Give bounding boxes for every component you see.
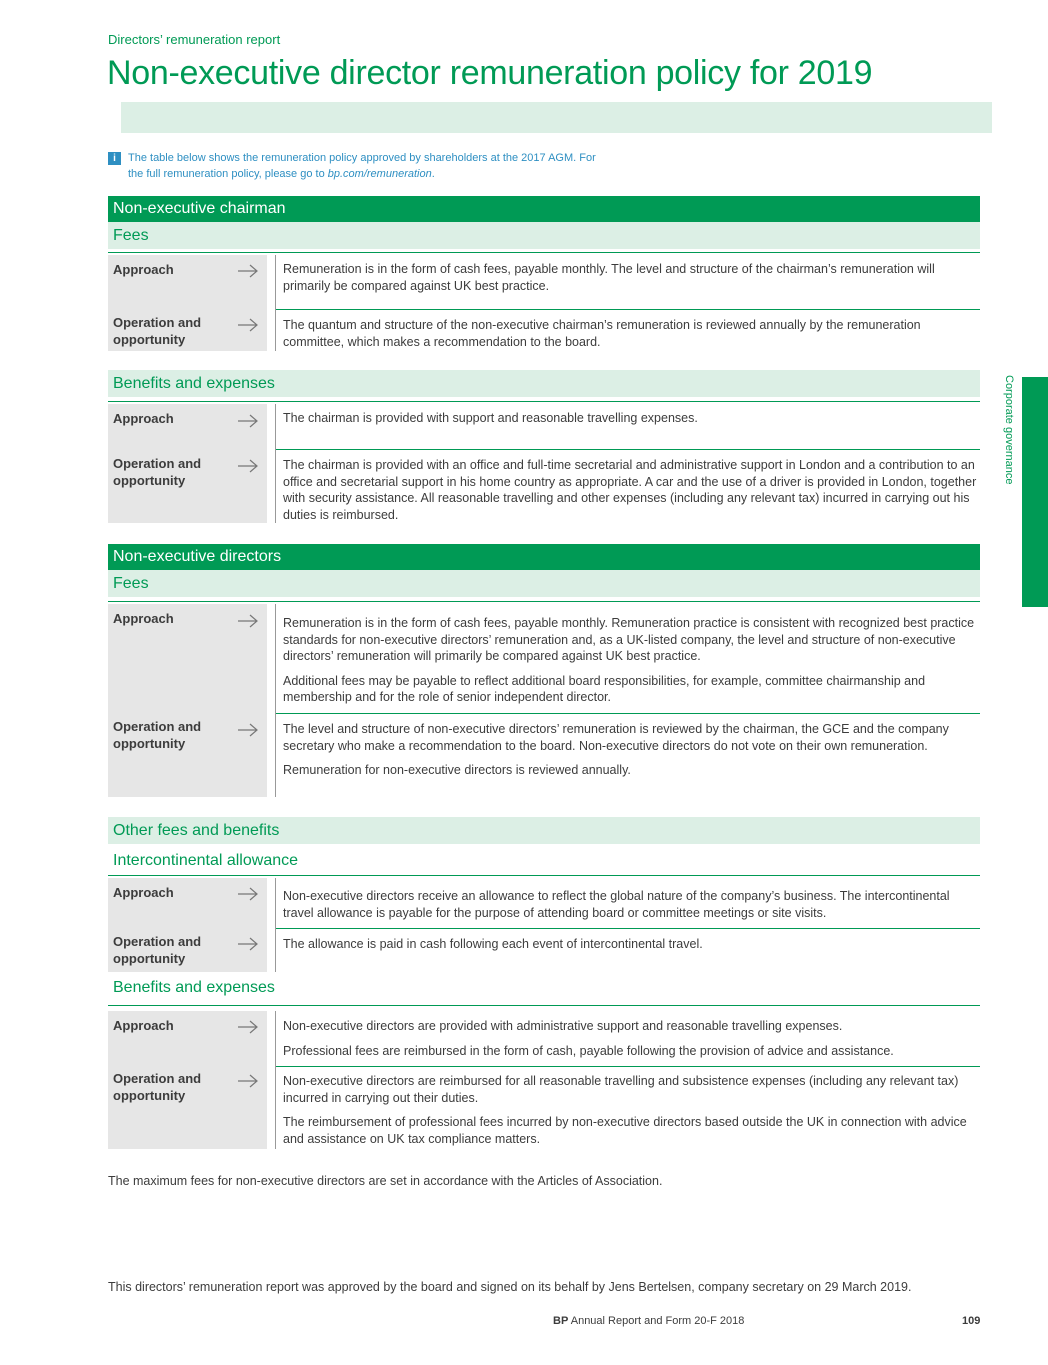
directors-fees-heading: Fees [108,570,980,597]
page-number: 109 [962,1315,981,1327]
remuneration-link[interactable]: bp.com/remuneration [327,168,432,180]
chairman-fees-heading: Fees [108,222,980,249]
arrow-right-icon [237,264,259,278]
chairman-benefits-approach: The chairman is provided with support and reasonable travelling expenses. [283,411,698,425]
footer-text: Annual Report and Form 20-F 2018 [570,1315,745,1327]
arrow-right-icon [237,937,259,951]
arrow-right-icon [237,723,259,737]
max-fees-note: The maximum fees for non-executive directors are set in accordance with the Articles of Association. [108,1174,663,1188]
approach-label: Approach [113,1018,174,1033]
directors-fees-approach: Remuneration is in the form of cash fees, payable monthly. Remuneration practice is consistent with recognized best practice standards for non-executive directors’ remuneration and, as a UK-listed company, the level and structure of non-executive directors’ remuneration will primarily be compared against UK best practice. Additional fees may be payable to reflect additional board responsibilities, for example, committee chairmanship and membership and for the role of senior independent director. [283,616,975,704]
intercontinental-approach: Non-executive directors receive an allowance to reflect the global nature of the company’s business. The intercontinental travel allowance is payable for the purpose of attending board or committee meetings or site visits. [283,889,950,920]
arrow-right-icon [237,459,259,473]
section-directors: Non-executive directors [108,544,980,570]
other-benefits-approach: Non-executive directors are provided with administrative support and reasonable travelling expenses. Professional fees are reimbursed in the form of cash, payable following the provision of advice and assistance. [283,1019,894,1058]
side-tab-label: Corporate governance [1003,375,1015,485]
info-end: . [431,168,435,180]
other-heading: Other fees and benefits [108,817,980,844]
arrow-right-icon [237,1074,259,1088]
operation-label: Operation and opportunity [113,456,202,488]
approach-label: Approach [113,885,174,900]
info-icon: i [108,152,121,165]
operation-label: Operation and opportunity [113,719,202,751]
section-kicker: Directors’ remuneration report [108,32,281,47]
approach-label: Approach [113,262,174,277]
title-band [121,102,992,133]
other-benefits-heading: Benefits and expenses [113,979,275,996]
info-text: The table below shows the remuneration policy approved by shareholders at the 2017 AGM. For the full remuneration policy, please go to [128,152,596,180]
chairman-benefits-heading: Benefits and expenses [108,370,980,397]
intercontinental-operation: The allowance is paid in cash following each event of intercontinental travel. [283,937,703,951]
operation-label: Operation and opportunity [113,1071,202,1103]
arrow-right-icon [237,1020,259,1034]
operation-label: Operation and opportunity [113,315,202,347]
footer-brand: BP [553,1315,569,1327]
approach-label: Approach [113,611,174,626]
arrow-right-icon [237,887,259,901]
page-title: Non-executive director remuneration policy for 2019 [107,54,873,92]
chairman-benefits-operation: The chairman is provided with an office and full-time secretarial and administrative support in London and a contribution to an office and secretarial support in his home country as appropriate. A car and the use of a driver is provided in London, together with security assistance. All reasonable travelling and other expenses (including any relevant tax) incurred in carrying out his duties is reimbursed. [283,458,977,522]
footer [553,1315,744,1327]
operation-label: Operation and opportunity [113,934,202,966]
section-chairman: Non-executive chairman [108,196,980,222]
arrow-right-icon [237,614,259,628]
chairman-fees-approach: Remuneration is in the form of cash fees, payable monthly. The level and structure of the chairman’s remuneration will primarily be compared against UK best practice. [283,262,935,293]
arrow-right-icon [237,414,259,428]
row-label-bg [108,604,267,797]
arrow-right-icon [237,318,259,332]
directors-fees-operation: The level and structure of non-executive directors’ remuneration is reviewed by the chairman, the GCE and the company secretary who make a recommendation to the board. Non-executive directors do not vote on their own remuneration. Remuneration for non-executive directors is reviewed annually. [283,722,949,777]
approach-label: Approach [113,411,174,426]
other-benefits-operation: Non-executive directors are reimbursed for all reasonable travelling and subsistence expenses (including any relevant tax) incurred in carrying out their duties. The reimbursement of professional fees incurred by non-executive directors based outside the UK in connection with advice and assistance on UK tax compliance matters. [283,1074,967,1146]
intercontinental-heading: Intercontinental allowance [113,852,299,869]
side-tab-marker [1022,377,1048,607]
chairman-fees-operation: The quantum and structure of the non-executive chairman’s remuneration is reviewed annually by the remuneration committee, which makes a recommendation to the board. [283,318,921,349]
approval-note: This directors’ remuneration report was approved by the board and signed on its behalf by Jens Bertelsen, company secretary on 29 March 2019. [108,1280,912,1294]
